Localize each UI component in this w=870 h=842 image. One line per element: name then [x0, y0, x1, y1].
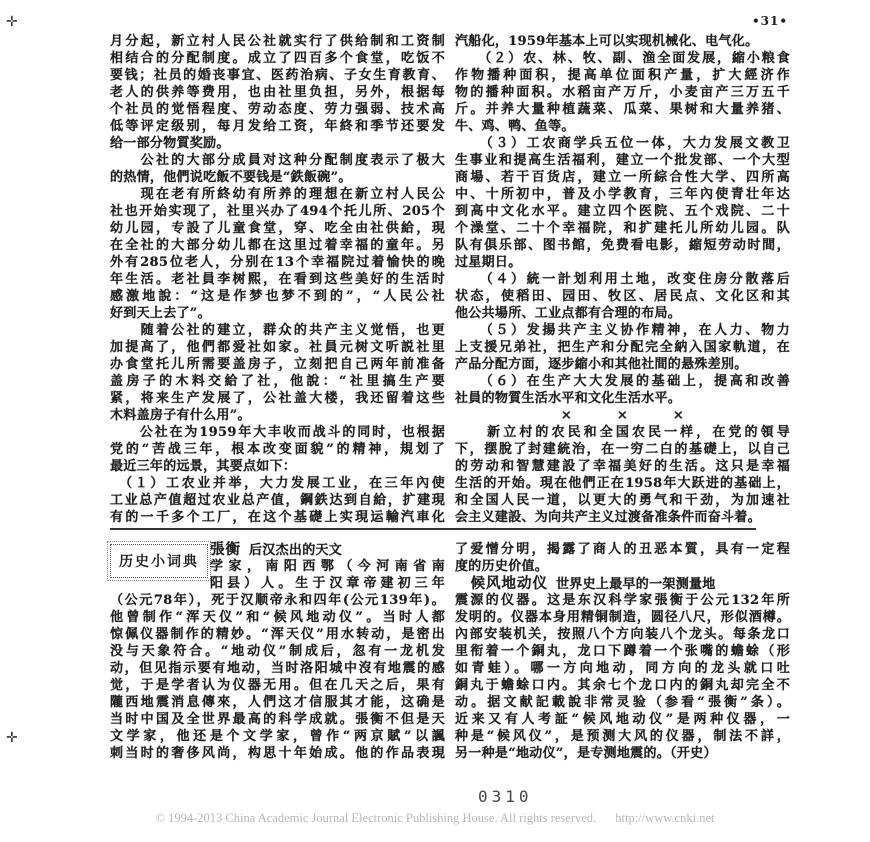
text-line: （１）工农业并举，大力发展工业，在三年內使: [110, 476, 445, 491]
text-line: 个社员的觉悟程度、劳动态度、劳力强弱、技术高: [110, 102, 445, 117]
text-line: 办食堂托儿所需要盖房子，立刻把自己两年前准备: [110, 357, 445, 372]
text-line: 震源的仪器。这是东汉科学家張衡于公元132年所: [455, 593, 790, 608]
text-line: 社也开始实现了，社里兴办了494个托儿所、205个: [110, 204, 445, 219]
text-line: 阳县）人。生于汉章帝建初三年: [210, 576, 445, 591]
text-line: 另一种是“地动仪”，是专测地震的。（开史）: [455, 746, 717, 761]
dictionary-term: 張衡: [210, 541, 241, 558]
text-line: 他公共場所、工业点都有合理的布局。: [455, 306, 682, 321]
text-line: 木料盖房子有什么用”。: [110, 408, 251, 423]
text-line: 有的一千多个工厂，在这个基礎上实現运輸汽車化: [110, 510, 445, 525]
text-line: 年生活。老社員李树熙，在看到这些美好的生活时: [110, 272, 445, 287]
text-line: 下，摆脫了封建統治，在一穷二白的基礎上，以自己: [455, 442, 790, 457]
text-line: 隴西地震消息傳來，人們这才信服其才能，这确是: [110, 695, 445, 710]
text-line: 现在老有所終幼有所养的理想在新立村人民公: [110, 187, 445, 202]
text-line: 的劳动和智慧建設了幸福美好的生活。这只是幸福: [455, 459, 790, 474]
text-line: 他曾制作“浑天仪”和“候风地动仪”。当时人都: [110, 610, 445, 625]
text-line: 生事业和提高生活福利，建立一个批发部、一个大型: [455, 153, 790, 168]
text-line: 状态，使稻田、园田、牧区、居民点、文化区和其: [455, 289, 790, 304]
text-line: 紧，将来生产发展了，公社盖大楼，我还留着这些: [110, 391, 445, 406]
section-separator: × × ×: [560, 408, 685, 423]
text-line: 物的播种面积。水稻亩产万斤，小麦亩产三万五千: [455, 85, 790, 100]
page-number: 0310: [478, 787, 533, 806]
text-line: 中、十所初中，普及小学教育，三年內使青壮年达: [455, 187, 790, 202]
text-line: 没与天象符合。“地动仪”制成后，忽有一龙机发: [110, 644, 445, 659]
text-line: 过星期日。: [455, 255, 522, 270]
text-line: 觉，于是学者认为仪器无用。但在几天之后，果有: [110, 678, 445, 693]
section-divider: [110, 528, 756, 530]
text-line: 牛、鸡、鸭、鱼等。: [455, 119, 575, 134]
text-line: 公社在为1959年大丰收而战斗的同时，也根据: [110, 425, 445, 440]
text-line: 加提高了，他們都爱社如家。社員元树文听説社里: [110, 340, 445, 355]
text-line: [455, 575, 790, 592]
text-line: 种是“候风仪”，是预测大风的仪器，制法不詳，: [455, 729, 790, 744]
text-line: 如青蛙）。哪一方向地动，同方向的龙头就口吐: [455, 661, 790, 676]
text-line: 感激地說：“这是作梦也梦不到的”，“人民公社: [110, 289, 445, 304]
text-line: 公社的大部分成員对这种分配制度表示了极大: [110, 153, 445, 168]
text-line: 近来又有人考証“候风地动仪”是两种仪器，一: [455, 712, 790, 727]
dictionary-term: 候风地动仪: [455, 575, 548, 592]
text-line: 商場、若干百货店，建立一所綜合性大学、四所高: [455, 170, 790, 185]
history-dictionary-box: 历史小词典: [110, 544, 208, 578]
text-line: 盖房子的木料交給了社，他說：“社里搞生产要: [110, 374, 445, 389]
text-line: 銅丸于蟾蜍口内。其余七个龙口内的銅丸却完全不: [455, 678, 790, 693]
text-line: 给一部分物質奖励。: [110, 136, 230, 151]
text-line: 发明的。仪器本身用精铜制造，圆径八尺，形似酒樽。: [455, 610, 790, 625]
text-line: 幼儿园，专設了儿童食堂，穿、吃全由社供給，現: [110, 221, 445, 236]
text-line: 产品分配方面，逐步縮小和其他社間的悬殊差別。: [455, 357, 748, 372]
text-line: 队有俱乐部、图书館，免费看电影，縮短劳动时間，: [455, 238, 790, 253]
page-marker: •31•: [752, 14, 789, 28]
text-line: 生活的开始。現在他們正在1958年大跃进的基础上，: [455, 476, 790, 491]
dictionary-right-column: [455, 541, 790, 762]
text-line: 度的历史价值。: [455, 559, 549, 574]
text-line: 要钱；社员的婚丧事宜、医药治病、子女生育教育、: [110, 68, 445, 83]
crop-mark: ✛: [6, 14, 18, 30]
text-line: 月分起，新立村人民公社就实行了供给制和工资制: [110, 34, 445, 49]
text-line: 党的“苦战三年，根本改变面貌”的精神，規划了: [110, 442, 445, 457]
text-line: 和全国人民一道，以更大的勇气和干劲，为加速社: [455, 493, 790, 508]
upper-left-column: [110, 33, 445, 526]
text-line: 社員的物質生活水平和文化生活水平。: [455, 391, 682, 406]
text-line: 好到天上去了”。: [110, 306, 211, 321]
text-line: 当时中国及全世界最高的科学成就。張衡不但是天: [110, 712, 445, 727]
text-line: 新立村的农民和全国农民一样，在党的領导: [455, 425, 790, 440]
text-line: 斤。并养大量种植蔬菜、瓜菜、果树和大量养猪、: [455, 102, 790, 117]
text-line: 內部安装机关，按照八个方向装八个龙头。每条龙口: [455, 627, 790, 642]
text-line: 会主义建設、为向共产主义过渡备准条件而奋斗着。: [455, 510, 761, 525]
text-line: 里衔着一个銅丸，龙口下蹲着一个张嘴的蟾蜍（形: [455, 644, 790, 659]
text-line: 了爱憎分明，揭露了商人的丑恶本質，具有一定程: [455, 542, 790, 557]
text-line: 惊佩仪器制作的精妙。“浑天仪”用水转动，是密出: [110, 627, 445, 642]
text-line: 文学家，他还是个文学家，曾作“两京賦”以諷: [110, 729, 445, 744]
text-line: （４）統一計划利用土地，改变住房分散落后: [455, 272, 790, 287]
text-line: 低等评定级别，每月发给工资，年終和季节还要发: [110, 119, 445, 134]
text-line: 最近三年的远景，其要点如下：: [110, 459, 297, 474]
text-line: [210, 541, 445, 558]
text-line: （６）在生产大大发展的基础上，提高和改善: [455, 374, 790, 389]
crop-mark: ✛: [6, 730, 18, 746]
text-line: （５）发揚共产主义协作精神，在人力、物力: [455, 323, 790, 338]
text-line: 刺当时的奢侈风尚，构思十年始成。他的作品表現: [110, 746, 445, 761]
upper-right-column: [455, 33, 790, 526]
text-line: 作物播种面积，提高单位面积产量，扩大經济作: [455, 68, 790, 83]
dictionary-left-column: [110, 541, 445, 762]
footer-url[interactable]: http://www.cnki.net: [615, 811, 715, 825]
text-line: 到高中文化水平。建立四个医院、五个戏院、二十: [455, 204, 790, 219]
text-line: 学家，南阳西鄂（今河南省南: [210, 559, 445, 574]
text-line: 上支援兄弟社，把生产和分配完全納入国家軌道，在: [455, 340, 790, 355]
text-line: （公元78年），死于汉顺帝永和四年(公元139年)。: [110, 593, 445, 608]
term-definition: 后汉杰出的天文: [249, 543, 343, 558]
text-line: 随着公社的建立，群众的共产主义觉悟，也更: [110, 323, 445, 338]
text-line: 外有285位老人，分别在13个幸福院过着愉快的晚: [110, 255, 445, 270]
text-line: （３）工农商学兵五位一体，大力发展文教卫: [455, 136, 790, 151]
footer: [0, 811, 870, 826]
term-definition: 世界史上最早的一架测量地: [556, 577, 716, 592]
text-line: 动，但见指示要有地动，当时洛阳城中沒有地震的感: [110, 661, 445, 676]
text-line: 的热情，他們说吃飯不要钱是“鉄飯碗”。: [110, 170, 352, 185]
text-line: 在全社的大部分幼儿都在这里过着幸福的童年。另: [110, 238, 445, 253]
copyright-text: © 1994-2013 China Academic Journal Electronic Publishing House. All rights reserved.: [155, 811, 597, 825]
text-line: 动。据文献記載說非常灵验（参看“張衡”条）。: [455, 695, 790, 710]
text-line: 汽船化，1959年基本上可以实现机械化、电气化。: [455, 34, 759, 49]
text-line: 工业总产值超过农业总产值，鋼鉄达到自給，扩建現: [110, 493, 445, 508]
text-line: 老人的供养等费用，也由社里负担，另外，根据每: [110, 85, 445, 100]
text-line: 相结合的分配制度。成立了四百多个食堂，吃饭不: [110, 51, 445, 66]
text-line: 个澡堂、二十个幸福院，和扩建托儿所幼儿园。队: [455, 221, 790, 236]
text-line: （２）农、林、牧、副、渔全面发展，縮小粮食: [455, 51, 790, 66]
